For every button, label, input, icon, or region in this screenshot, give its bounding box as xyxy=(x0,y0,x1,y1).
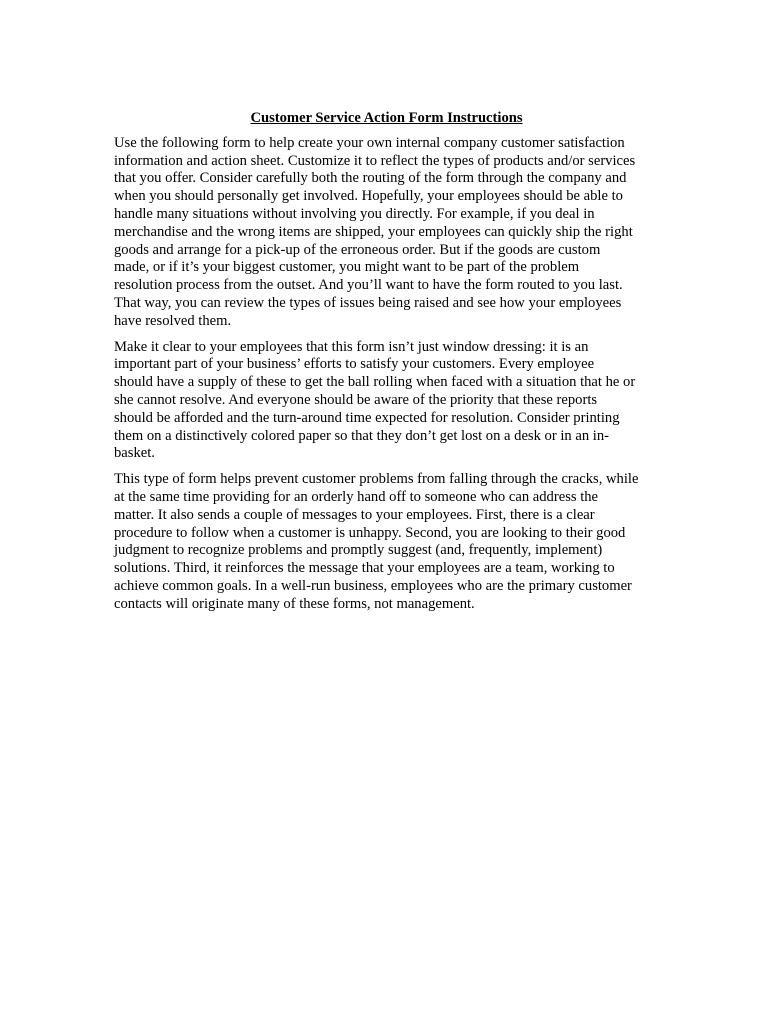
paragraph-line: procedure to follow when a customer is unhappy. Second, you are looking to their good xyxy=(114,524,626,541)
paragraph-line: merchandise and the wrong items are shipped, your employees can quickly ship the right xyxy=(114,223,633,240)
paragraph-line: resolution process from the outset. And you’ll want to have the form routed to you last. xyxy=(114,277,623,294)
paragraph-line: them on a distinctively colored paper so that they don’t get lost on a desk or in an in- xyxy=(114,427,609,444)
paragraph-line: achieve common goals. In a well-run business, employees who are the primary customer xyxy=(114,577,632,594)
paragraph-line: important part of your business’ efforts to satisfy your customers. Every employee xyxy=(114,356,595,373)
paragraph-line: made, or if it’s your biggest customer, you might want to be part of the problem xyxy=(114,259,580,276)
paragraph-line: when you should personally get involved. Hopefully, your employees should be able to xyxy=(114,188,623,205)
paragraph-line: have resolved them. xyxy=(114,312,232,329)
paragraph-line: This type of form helps prevent customer problems from falling through the cracks, while xyxy=(114,471,639,488)
paragraph-line: That way, you can review the types of issues being raised and see how your employees xyxy=(114,294,622,311)
document-title: Customer Service Action Form Instructions xyxy=(250,110,523,126)
paragraph-line: should be afforded and the turn-around time expected for resolution. Consider printing xyxy=(114,409,620,426)
paragraph-line: handle many situations without involving you directly. For example, if you deal in xyxy=(114,205,595,222)
paragraph-line: that you offer. Consider carefully both the routing of the form through the company and xyxy=(114,170,627,187)
paragraph-line: Use the following form to help create your own internal company customer satisfaction xyxy=(114,134,625,151)
paragraph-line: judgment to recognize problems and promptly suggest (and, frequently, implement) xyxy=(114,542,603,559)
paragraph-line: basket. xyxy=(114,445,155,462)
paragraph-1 xyxy=(114,135,659,331)
paragraph-line: solutions. Third, it reinforces the message that your employees are a team, working to xyxy=(114,560,615,577)
paragraph-line: should have a supply of these to get the ball rolling when faced with a situation that he or xyxy=(114,374,636,391)
paragraph-line: matter. It also sends a couple of messages to your employees. First, there is a clear xyxy=(114,506,595,523)
paragraph-line: at the same time providing for an orderly hand off to someone who can address the xyxy=(114,488,599,505)
paragraph-line: she cannot resolve. And everyone should be aware of the priority that these reports xyxy=(114,391,598,408)
paragraph-line: goods and arrange for a pick-up of the erroneous order. But if the goods are custom xyxy=(114,241,601,258)
document-body xyxy=(114,110,659,622)
paragraph-line: contacts will originate many of these forms, not management. xyxy=(114,595,475,612)
paragraph-2 xyxy=(114,339,659,464)
paragraph-3 xyxy=(114,471,659,613)
paragraph-line: Make it clear to your employees that this form isn’t just window dressing: it is an xyxy=(114,338,589,355)
paragraph-line: information and action sheet. Customize it to reflect the types of products and/or services xyxy=(114,152,636,169)
